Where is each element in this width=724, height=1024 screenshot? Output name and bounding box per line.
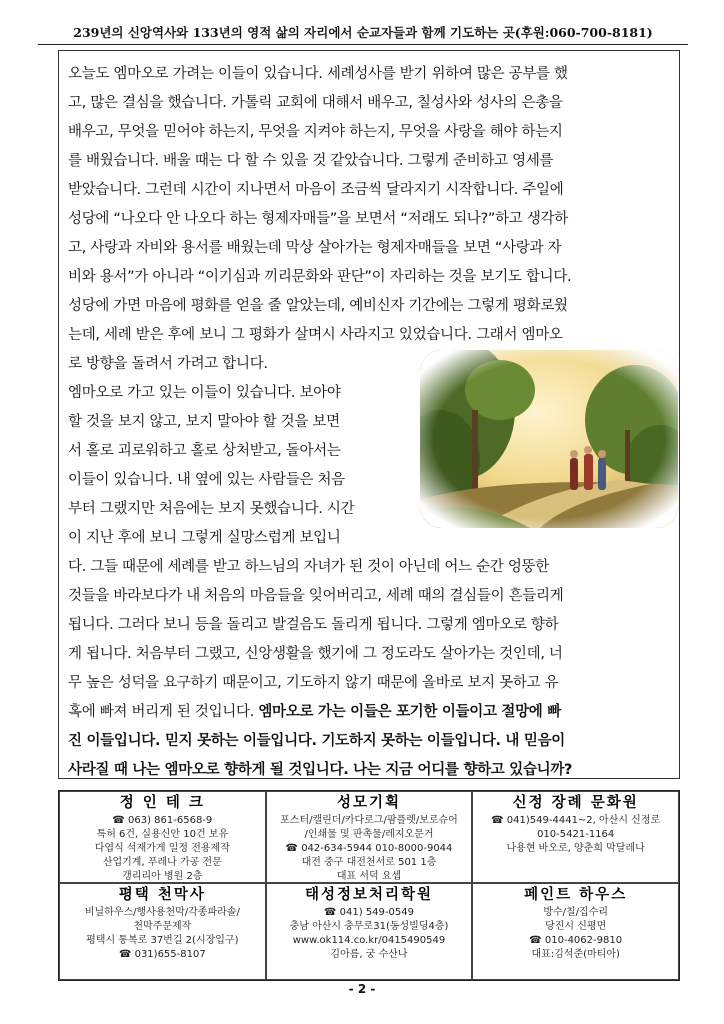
ad-name: 페인트 하우스 bbox=[524, 887, 628, 903]
ad-line: 평택시 통복로 37번길 2(시장입구) bbox=[86, 935, 239, 946]
ad-name: 태성정보처리학원 bbox=[304, 887, 434, 903]
ad-phone: ☎ 063) 861-6568-9 bbox=[62, 814, 263, 828]
ad-jungin-tech bbox=[59, 791, 266, 883]
ad-line: 대전 중구 대전천서로 501 1층 bbox=[301, 857, 437, 868]
ad-line: 산업기계, 푸레나 가공 전문 bbox=[102, 857, 222, 868]
ad-name: 평택 천막사 bbox=[118, 887, 206, 903]
article-line: 비와 용서”가 아니라 “이기심과 끼리문화와 판단”이 자리하는 것을 보기도 합니다. bbox=[68, 269, 572, 285]
article-line: 배우고, 무엇을 믿어야 하는지, 무엇을 지켜야 하는지, 무엇을 사랑을 해야 하는지 bbox=[68, 124, 563, 140]
article-line: 고, 사랑과 자비와 용서를 배웠는데 막상 살아가는 형제자매들을 보면 “사랑과 자 bbox=[68, 240, 562, 256]
article-line: 로 방향을 돌려서 가려고 합니다. bbox=[68, 356, 268, 372]
ad-line: 갱리리아 병원 2층 bbox=[122, 871, 203, 882]
article-line: 것들을 바라보다가 내 처음의 마음들을 잊어버리고, 세례 때의 결심들이 흔들리게 bbox=[68, 588, 564, 604]
ad-sinjeong-funeral bbox=[472, 791, 679, 883]
article-line: 성당에 가면 마음에 평화를 얻을 줄 알았는데, 예비신자 기간에는 그렇게 평화로웠 bbox=[68, 298, 568, 314]
ad-line: 다엽식 석재가게 일정 전용제작 bbox=[94, 843, 230, 854]
ad-line: 김아름, 궁 수산나 bbox=[330, 949, 408, 960]
ad-line: 대표 서덕 요셉 bbox=[336, 871, 402, 882]
ad-line: 010-5421-1164 bbox=[537, 829, 615, 840]
article-line: 서 홀로 괴로워하고 홀로 상처받고, 돌아서는 bbox=[68, 443, 341, 459]
article-line: 이 지난 후에 보니 그렇게 실망스럽게 보입니 bbox=[68, 530, 341, 546]
ad-line: 특허 6건, 실용신안 10건 보유 bbox=[96, 829, 229, 840]
article-line: 는데, 세례 받은 후에 보니 그 평화가 살며시 사라지고 있었습니다. 그래서 엠마오 bbox=[68, 327, 563, 343]
article-line: 받았습니다. 그런데 시간이 지나면서 마음이 조금씩 달라지기 시작합니다. 주일에 bbox=[68, 182, 564, 198]
ad-phone: ☎ 041)549-4441~2, 아산시 신정로 bbox=[475, 814, 676, 828]
ad-line: 방수/칠/집수리 bbox=[543, 907, 609, 918]
ad-line: 대표:김석준(마티아) bbox=[531, 949, 620, 960]
ad-line: 비닐하우스/행사용천막/각종파라솔/ bbox=[84, 907, 240, 918]
article-line bbox=[68, 698, 672, 727]
article-line: 를 배웠습니다. 배울 때는 다 할 수 있을 것 같았습니다. 그렇게 준비하고 영세를 bbox=[68, 153, 554, 169]
ad-seongmo-planning bbox=[266, 791, 473, 883]
ad-line: 나용현 바오로, 양춘희 막달레나 bbox=[506, 843, 645, 854]
ad-name: 성모기획 bbox=[336, 795, 401, 811]
article-line: 무 높은 성덕을 요구하기 때문이고, 기도하지 않기 때문에 올바로 보지 못하고 유 bbox=[68, 675, 559, 691]
article-line: 부터 그랬지만 처음에는 보지 못했습니다. 시간 bbox=[68, 501, 355, 517]
page-number: - 2 - bbox=[0, 982, 724, 996]
ad-taeseong-academy bbox=[266, 883, 473, 980]
ad-line: 충남 아산시 충무로31(동성빌딩4층) bbox=[289, 921, 449, 932]
ad-line: 천막주문제작 bbox=[133, 921, 192, 932]
article-line: 고, 많은 결심을 했습니다. 가톨릭 교회에 대해서 배우고, 칠성사와 성사의 은총을 bbox=[68, 95, 563, 111]
ad-name: 정 인 테 크 bbox=[119, 795, 205, 811]
ad-line: 포스터/캘린더/카다로그/팜플렛/보로슈어 bbox=[280, 815, 458, 826]
article-line-bold: 사라질 때 나는 엠마오로 향하게 될 것입니다. 나는 지금 어디를 향하고 있습니까? bbox=[68, 762, 573, 778]
ad-phone: ☎ 010-4062-9810 bbox=[475, 934, 676, 948]
ad-phone: ☎ 041) 549-0549 bbox=[269, 906, 470, 920]
article-text: 혹에 빠져 버리게 된 것입니다. bbox=[68, 704, 259, 720]
article-line: 엠마오로 가고 있는 이들이 있습니다. 보아야 bbox=[68, 385, 341, 401]
ad-line: www.ok114.co.kr/0415490549 bbox=[292, 935, 446, 946]
ad-paint-house bbox=[472, 883, 679, 980]
ad-name: 신정 장례 문화원 bbox=[512, 795, 639, 811]
ad-phone: ☎ 031)655-8107 bbox=[62, 948, 263, 962]
ad-line: 당진시 신평면 bbox=[545, 921, 607, 932]
ad-pyeongtaek-tent bbox=[59, 883, 266, 980]
article-emphasis: 엠마오로 가는 이들은 포기한 이들이고 절망에 빠 bbox=[258, 704, 561, 720]
emmaus-painting bbox=[420, 350, 678, 528]
article-line: 이들이 있습니다. 내 옆에 있는 사람들은 처음 bbox=[68, 472, 345, 488]
article-line: 성당에 “나오다 안 나오다 하는 형제자매들”을 보면서 “저래도 되나?”하고 생각하 bbox=[68, 211, 568, 227]
ad-line: /인쇄물 및 판촉물/레지오문거 bbox=[304, 829, 434, 840]
article-line: 게 됩니다. 처음부터 그랬고, 신앙생활을 했기에 그 정도라도 살아가는 것인데, 너 bbox=[68, 646, 563, 662]
article-line: 오늘도 엠마오로 가려는 이들이 있습니다. 세례성사를 받기 위하여 많은 공부를 했 bbox=[68, 66, 568, 82]
ad-phone: ☎ 042-634-5944 010-8000-9044 bbox=[269, 842, 470, 856]
advertisement-grid bbox=[58, 790, 680, 981]
article-line: 다. 그들 때문에 세례를 받고 하느님의 자녀가 된 것이 아닌데 어느 순간 엉뚱한 bbox=[68, 559, 549, 575]
page-header: 239년의 신앙역사와 133년의 영적 삶의 자리에서 순교자들과 함께 기도하는 곳(후원:060-700-8181) bbox=[38, 22, 688, 45]
article-line: 됩니다. 그러다 보니 등을 돌리고 발걸음도 돌리게 됩니다. 그렇게 엠마오로 향하 bbox=[68, 617, 559, 633]
article-line-bold: 진 이들입니다. 믿지 못하는 이들입니다. 기도하지 못하는 이들입니다. 내 믿음이 bbox=[68, 733, 565, 749]
article-line: 할 것을 보지 않고, 보지 말아야 할 것을 보면 bbox=[68, 414, 340, 430]
